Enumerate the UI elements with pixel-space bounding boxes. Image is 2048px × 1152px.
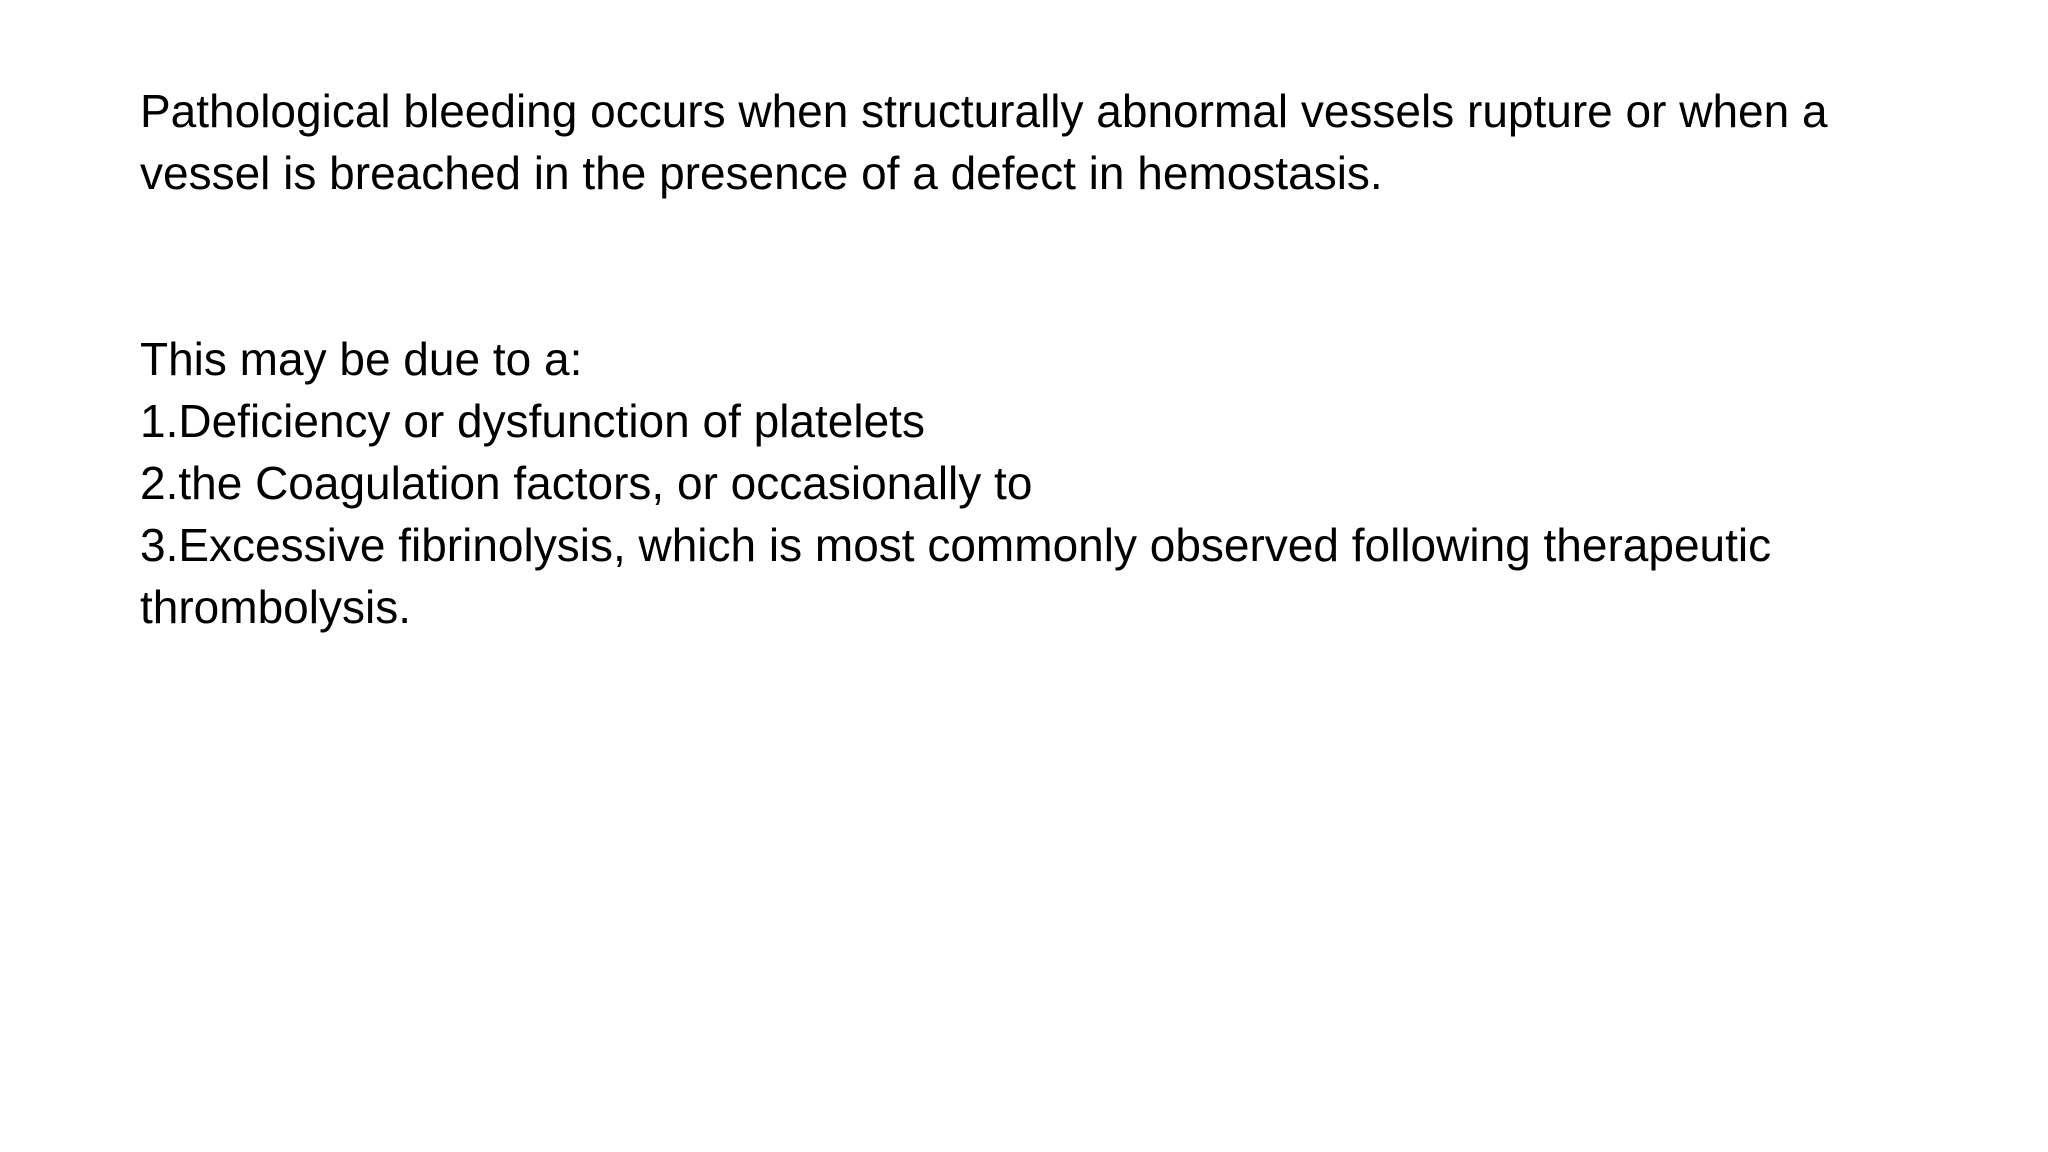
- cause-item-fibrinolysis: 3.Excessive fibrinolysis, which is most commonly observed following therapeutic thrombolysis.: [140, 519, 1772, 633]
- paragraph-spacer: [140, 204, 1930, 328]
- slide-text-body: [140, 80, 1930, 638]
- intro-paragraph: Pathological bleeding occurs when structurally abnormal vessels rupture or when a vessel is breached in the presence of a defect in hemostasis.: [140, 85, 1828, 199]
- cause-item-coagulation: 2.the Coagulation factors, or occasionally to: [140, 457, 1033, 509]
- causes-list: [140, 390, 1930, 638]
- lead-line: This may be due to a:: [140, 333, 583, 385]
- cause-item-platelets: 1.Deficiency or dysfunction of platelets: [140, 395, 925, 447]
